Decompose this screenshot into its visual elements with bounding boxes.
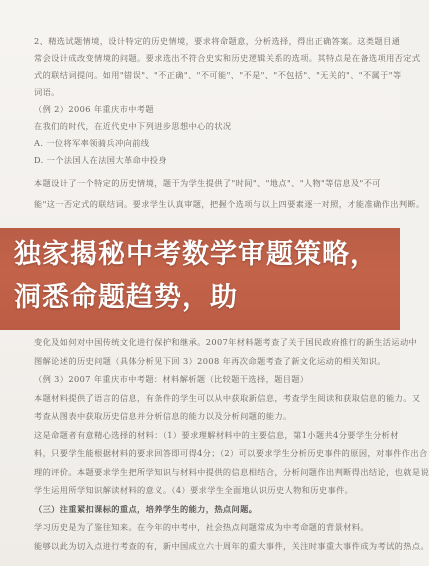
text-line: 理的评价。本题要求学生把所学知识与材料中提供的信息相结合，分析问题作出判断得出结论，也就是说 xyxy=(34,466,429,477)
text-line: 图解论述的历史问题（具体分析见下回 3）2008 年再次命题考查了新文化运动的相关知识。 xyxy=(34,355,386,366)
text-line: 在我们的时代，在近代史中下列进步思想中心的状况 xyxy=(34,121,232,131)
text-line: 本题材料提供了语言的信息，有条件的学生可以从中获取新信息，考查学生阅读和获取信息的能力。又 xyxy=(34,392,421,403)
text-line: （例 3）2007 年重庆市中考题：材料解析题（比较题干选择，题目题） xyxy=(34,374,309,384)
text-line: 这是命题者有意精心选择的材料：（1）要求理解材料中的主要信息，第1小题共4分要学生分析材 xyxy=(34,429,399,440)
text-line: D. 一个法国人在法国大革命中投身 xyxy=(34,155,167,165)
text-line: 词语。 xyxy=(34,87,60,97)
text-line: 料，只要学生能根据材料的要求回答即可得4分；（2）可以要求学生分析历史事件的原因，对事件作出合 xyxy=(34,448,428,458)
text-line: （三）注重紧扣课标的重点，培养学生的能力，热点问题。 xyxy=(34,503,258,514)
text-line: 能够以此为切入点进行考查的有，新中国成立六十周年的重大事件，关注时事重大事件成为考试的热点。 xyxy=(34,540,429,551)
banner-title: 独家揭秘中考数学审题策略，洞悉命题趋势，助 xyxy=(14,239,378,313)
text-line: （例 2）2006 年重庆市中考题 xyxy=(34,104,154,114)
text-line: 2、精选试题情境，设计特定的历史情境，要求将命题意，分析选择，得出正确答案。这类题目通 xyxy=(34,36,401,46)
text-line: 常会设计成改变情境的问题。要求选出不符合史实和历史逻辑关系的选项。其特点是在备选项用否定式 xyxy=(34,53,421,63)
text-line: 考查从图表中获取历史信息并分析信息的能力以及分析问题的能力。 xyxy=(34,411,292,421)
text-line: 学生运用所学知识解读材料的意义。（4）要求学生全面地认识历史人物和历史事件。 xyxy=(34,485,354,495)
text-line: A. 一位将军率领骑兵冲向前线 xyxy=(34,138,150,148)
text-line: 学习历史是为了鉴往知来。在今年的中考中，社会热点问题常成为中考命题的背景材料。 xyxy=(34,522,369,532)
text-line: 式的联结词提问。如用"错误"、"不正确"、"不可能"、"不是"、"不包括"、"无关的"、"不属于"等 xyxy=(34,70,402,80)
text-line: 能"这一否定式的联结词。要求学生认真审题，把握个选项与以上四要素逐一对照，才能准确作出判断。 xyxy=(34,199,425,209)
text-line: 变化及如何对中国传统文化进行保护和继承。2007年材料题考查了关于国民政府推行的新生活运动中 xyxy=(34,337,418,347)
text-line: 本题设计了一个特定的历史情境，题干为学生提供了"时间"、"地点"、"人物"等信息及"不可 xyxy=(34,178,381,188)
